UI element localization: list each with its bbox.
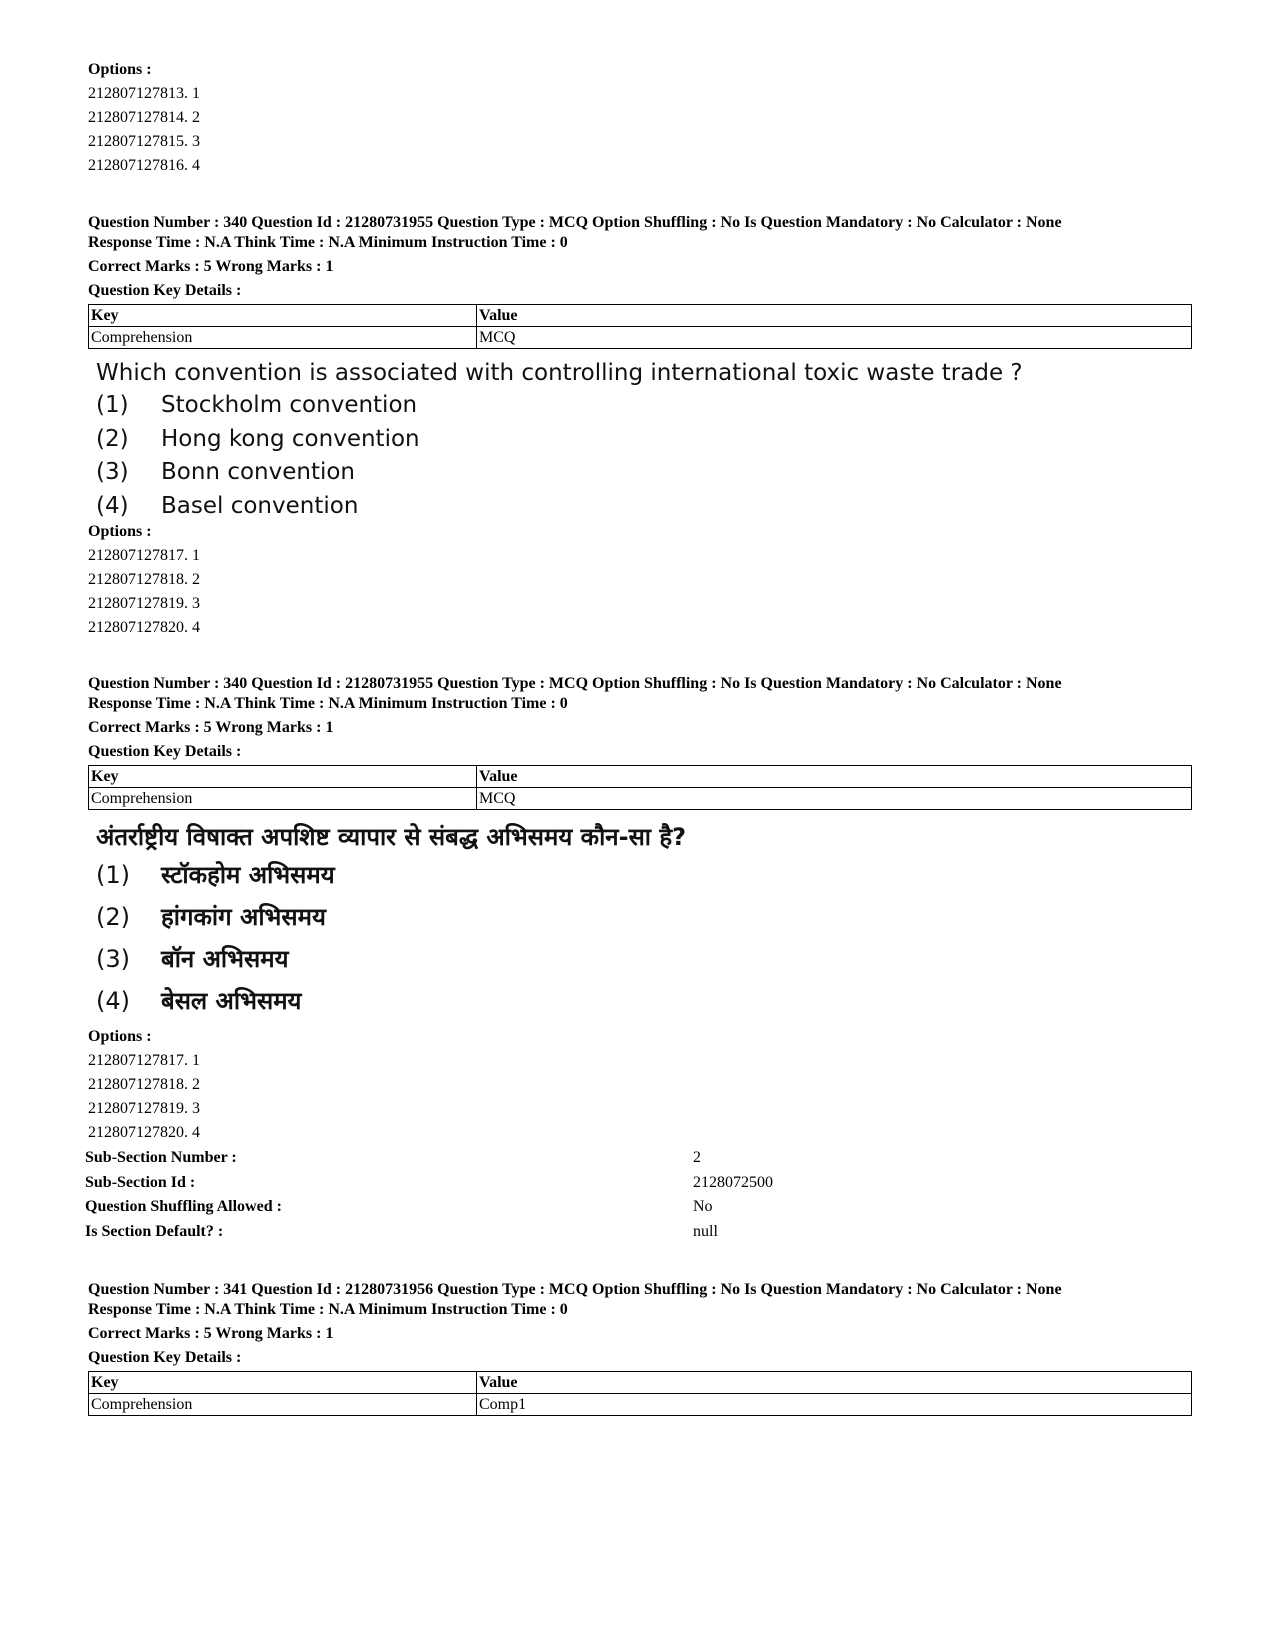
option-item: 212807127819. 3 [88, 595, 200, 612]
choice-text: Stockholm convention [161, 392, 418, 418]
question-header [88, 674, 1062, 714]
choice-number: (2) [96, 425, 129, 452]
choice-row [96, 423, 1023, 457]
question-stem: अंतर्राष्ट्रीय विषाक्त अपशिष्ट व्यापार से संबद्ध अभिसमय कौन-सा है? [96, 823, 687, 851]
question-options [88, 1025, 200, 1145]
value-cell: Comp1 [477, 1394, 1192, 1416]
question-header [88, 1280, 1062, 1320]
question-shuffling-label: Question Shuffling Allowed : [85, 1198, 282, 1215]
choice-text: Hong kong convention [161, 425, 420, 452]
question-header [88, 213, 1062, 253]
question-meta-line: Question Number : 341 Question Id : 21280731956 Question Type : MCQ Option Shuffling : No Is Question Mandatory : No Calculator : None [88, 1281, 1062, 1298]
section-default-label: Is Section Default? : [85, 1222, 224, 1240]
choice-row [96, 490, 1023, 524]
subsection-labels [85, 1146, 282, 1244]
choice-number: (2) [96, 903, 130, 931]
question-meta-line: Question Number : 340 Question Id : 21280731955 Question Type : MCQ Option Shuffling : No Is Question Mandatory : No Calculator : None [88, 675, 1062, 692]
question-marks: Correct Marks : 5 Wrong Marks : 1 [88, 719, 334, 736]
section-default-value: null [693, 1222, 718, 1240]
choice-text: हांगकांग अभिसमय [161, 903, 326, 931]
question-timing-line: Response Time : N.A Think Time : N.A Minimum Instruction Time : 0 [88, 695, 568, 712]
choice-number: (4) [96, 987, 130, 1015]
question-key-details-label: Question Key Details : [88, 1349, 242, 1366]
option-item: 212807127814. 2 [88, 109, 200, 126]
subsection-id-value: 2128072500 [693, 1173, 773, 1191]
choice-text: Bonn convention [161, 459, 356, 485]
question-timing-line: Response Time : N.A Think Time : N.A Minimum Instruction Time : 0 [88, 234, 568, 251]
option-item: 212807127816. 4 [88, 157, 200, 174]
choice-row [96, 896, 686, 938]
key-header: Key [89, 305, 477, 327]
subsection-values [693, 1146, 773, 1244]
option-item: 212807127815. 3 [88, 133, 200, 150]
key-header: Key [89, 1372, 477, 1394]
option-item: 212807127818. 2 [88, 571, 200, 588]
question-stem: Which convention is associated with controlling international toxic waste trade ? [96, 360, 1023, 386]
option-item: 212807127820. 4 [88, 1124, 200, 1141]
question-marks: Correct Marks : 5 Wrong Marks : 1 [88, 1325, 334, 1342]
option-item: 212807127817. 1 [88, 1052, 200, 1069]
choice-text: बॉन अभिसमय [161, 945, 289, 973]
value-header: Value [477, 305, 1192, 327]
choice-row [96, 456, 1023, 490]
value-cell: MCQ [477, 788, 1192, 810]
question-options [88, 520, 200, 640]
key-cell: Comprehension [89, 1394, 477, 1416]
choice-text: स्टॉकहोम अभिसमय [161, 861, 335, 889]
choice-number: (1) [96, 392, 129, 418]
question-english [96, 357, 1023, 523]
question-meta-line: Question Number : 340 Question Id : 21280731955 Question Type : MCQ Option Shuffling : No Is Question Mandatory : No Calculator : None [88, 214, 1062, 231]
question-hindi [96, 820, 686, 1022]
option-item: 212807127818. 2 [88, 1076, 200, 1093]
choice-text: Basel convention [161, 492, 359, 519]
choice-row [96, 980, 686, 1022]
question-key-details-label: Question Key Details : [88, 743, 242, 760]
options-label: Options : [88, 1028, 152, 1045]
key-cell: Comprehension [89, 327, 477, 349]
question-timing-line: Response Time : N.A Think Time : N.A Minimum Instruction Time : 0 [88, 1301, 568, 1318]
value-header: Value [477, 766, 1192, 788]
top-options [88, 58, 200, 178]
question-key-details-label: Question Key Details : [88, 282, 242, 299]
options-label: Options : [88, 523, 152, 540]
question-key-table [88, 304, 1192, 349]
question-key-table [88, 1371, 1192, 1416]
key-header: Key [89, 766, 477, 788]
subsection-number-value: 2 [693, 1149, 701, 1166]
choice-number: (1) [96, 861, 130, 889]
options-label: Options : [88, 61, 152, 78]
question-shuffling-value: No [693, 1198, 713, 1215]
subsection-number-label: Sub-Section Number : [85, 1149, 237, 1166]
question-marks: Correct Marks : 5 Wrong Marks : 1 [88, 258, 334, 275]
choice-row [96, 854, 686, 896]
choice-row [96, 938, 686, 980]
key-cell: Comprehension [89, 788, 477, 810]
choice-number: (3) [96, 945, 130, 973]
option-item: 212807127817. 1 [88, 547, 200, 564]
question-key-table [88, 765, 1192, 810]
choice-number: (4) [96, 492, 129, 519]
choice-number: (3) [96, 459, 129, 485]
option-item: 212807127819. 3 [88, 1100, 200, 1117]
choice-text: बेसल अभिसमय [161, 987, 302, 1015]
choice-row [96, 389, 1023, 423]
value-cell: MCQ [477, 327, 1192, 349]
value-header: Value [477, 1372, 1192, 1394]
option-item: 212807127813. 1 [88, 85, 200, 102]
option-item: 212807127820. 4 [88, 619, 200, 636]
subsection-id-label: Sub-Section Id : [85, 1173, 196, 1191]
